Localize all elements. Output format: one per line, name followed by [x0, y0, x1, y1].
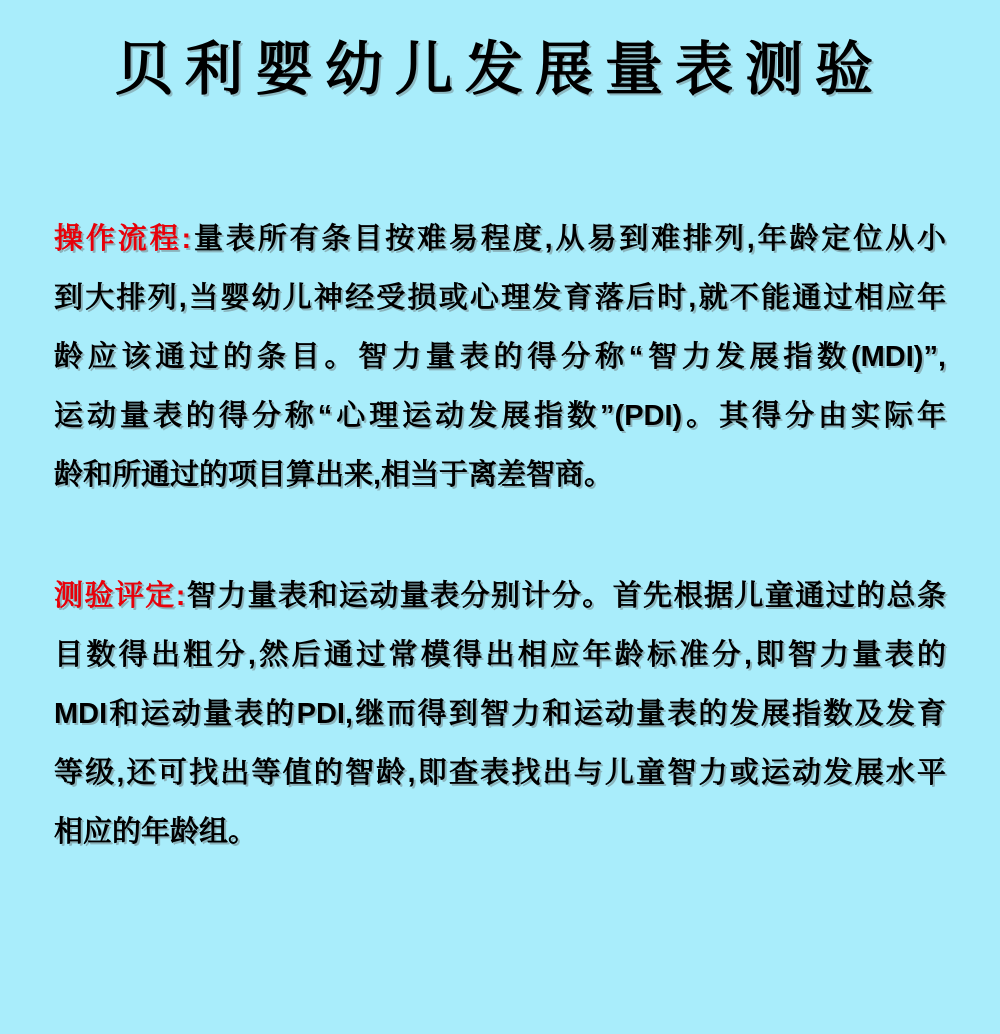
- text-line: 龄和所通过的项目算出来,相当于离差智商。: [54, 459, 614, 491]
- section-test-evaluation: [54, 567, 946, 862]
- text-line: 龄应该通过的条目。智力量表的得分称“智力发展指数(MDI)”,: [54, 341, 946, 373]
- text-line: 运动量表的得分称“心理运动发展指数”(PDI)。其得分由实际年: [54, 400, 946, 432]
- section-label: 操作流程:: [54, 223, 192, 255]
- section-label: 测验评定:: [54, 580, 186, 612]
- text-line: 目数得出粗分,然后通过常模得出相应年龄标准分,即智力量表的: [54, 639, 946, 671]
- section-operation-process: [54, 210, 946, 505]
- text-line: 等级,还可找出等值的智龄,即查表找出与儿童智力或运动发展水平: [54, 757, 946, 789]
- text-line: 到大排列,当婴幼儿神经受损或心理发育落后时,就不能通过相应年: [54, 282, 946, 314]
- text-line: MDI和运动量表的PDI,继而得到智力和运动量表的发展指数及发育: [54, 698, 946, 730]
- page-title: 贝利婴幼儿发展量表测验: [114, 37, 885, 102]
- text-line-body: 量表所有条目按难易程度,从易到难排列,年龄定位从小: [191, 223, 946, 255]
- text-line: [54, 210, 946, 269]
- content-area: [54, 210, 946, 862]
- text-line: [54, 567, 946, 626]
- text-line: 相应的年龄组。: [54, 816, 258, 848]
- text-line-body: 智力量表和运动量表分别计分。首先根据儿童通过的总条: [185, 580, 946, 612]
